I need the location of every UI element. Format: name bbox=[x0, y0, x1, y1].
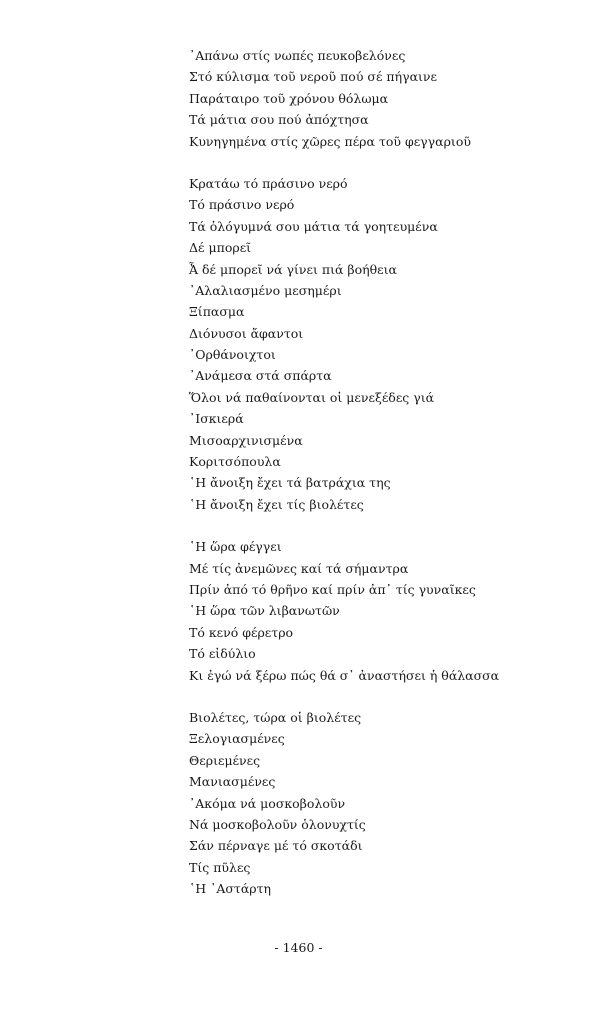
poem-line: Κοριτσόπουλα bbox=[189, 454, 281, 470]
poem-line: ᾿Ανάμεσα στά σπάρτα bbox=[189, 368, 332, 384]
poem-line: Ξίπασμα bbox=[189, 304, 245, 320]
poem-line: ᾿Απάνω στίς νωπές πευκοβελόνες bbox=[189, 48, 406, 63]
poem-line: ῾Η ᾿Αστάρτη bbox=[189, 881, 272, 897]
poem-line: Τό εἰδύλιο bbox=[189, 646, 256, 662]
poem-line: Κι ἐγώ νά ξέρω πώς θά σ᾿ ἀναστήσει ἡ θάλασσα bbox=[189, 667, 500, 683]
poem-line: Θεριεμένες bbox=[189, 752, 261, 768]
poem-line: Νά μοσκοβολοῦν ὁλονυχτίς bbox=[189, 816, 366, 832]
poem-line: ῾Η ὥρα τῶν λιβανωτῶν bbox=[189, 603, 340, 619]
poem-line: Στό κύλισμα τοῦ νεροῦ πού σέ πήγαινε bbox=[189, 69, 437, 85]
poem-line: Τό κενό φέρετρο bbox=[189, 624, 294, 640]
poem-line: Μισοαρχινισμένα bbox=[189, 432, 303, 448]
poem-line: ῾Η ἄνοιξη ἔχει τίς βιολέτες bbox=[189, 496, 364, 512]
poem-line: ῾Η ἄνοιξη ἔχει τά βατράχια της bbox=[189, 475, 391, 491]
stanza bbox=[189, 173, 569, 515]
poem-line: ῾Η ὥρα φέγγει bbox=[189, 539, 282, 555]
stanza bbox=[189, 707, 569, 900]
stanza bbox=[189, 536, 569, 686]
poem-line: Τό πράσινο νερό bbox=[189, 197, 295, 213]
poem-line: Ξελογιασμένες bbox=[189, 731, 285, 747]
poem-line: ᾿Ακόμα νά μοσκοβολοῦν bbox=[189, 795, 346, 811]
stanza bbox=[189, 45, 569, 152]
poem-line: Τά ὁλόγυμνά σου μάτια τά γοητευμένα bbox=[189, 218, 438, 234]
poem-line: Διόνυσοι ἄφαντοι bbox=[189, 325, 304, 341]
poem-line: ᾿Ορθάνοιχτοι bbox=[189, 347, 276, 363]
poem-line: ᾿Ισκιερά bbox=[189, 411, 244, 427]
poem-line: Κυνηγημένα στίς χῶρες πέρα τοῦ φεγγαριοῦ bbox=[189, 133, 471, 149]
poem-line: Τά μάτια σου πού ἀπόχτησα bbox=[189, 112, 369, 128]
poem-line: Ὅλοι νά παθαίνονται οἱ μενεξέδες γιά bbox=[189, 389, 435, 405]
poem-body bbox=[189, 45, 569, 920]
poem-line: Παράταιρο τοῦ χρόνου θόλωμα bbox=[189, 90, 389, 106]
poem-line: Μανιασμένες bbox=[189, 774, 276, 790]
poem-line: Δέ μπορεῖ bbox=[189, 240, 252, 256]
page-number: - 1460 - bbox=[274, 940, 323, 955]
poem-line: Βιολέτες, τώρα οἱ βιολέτες bbox=[189, 709, 362, 725]
poem-line: Ἆ δέ μπορεῖ νά γίνει πιά βοήθεια bbox=[189, 261, 397, 277]
poem-line: ᾿Αλαλιασμένο μεσημέρι bbox=[189, 282, 342, 298]
poem-line: Μέ τίς ἀνεμῶνες καί τά σήμαντρα bbox=[189, 560, 409, 576]
poem-line: Τίς πῦλες bbox=[189, 859, 251, 875]
poem-line: Κρατάω τό πράσινο νερό bbox=[189, 175, 348, 191]
poem-line: Πρίν ἀπό τό θρῆνο καί πρίν ἀπ᾿ τίς γυναῖκες bbox=[189, 581, 476, 597]
poem-line: Σάν πέρναγε μέ τό σκοτάδι bbox=[189, 838, 363, 854]
